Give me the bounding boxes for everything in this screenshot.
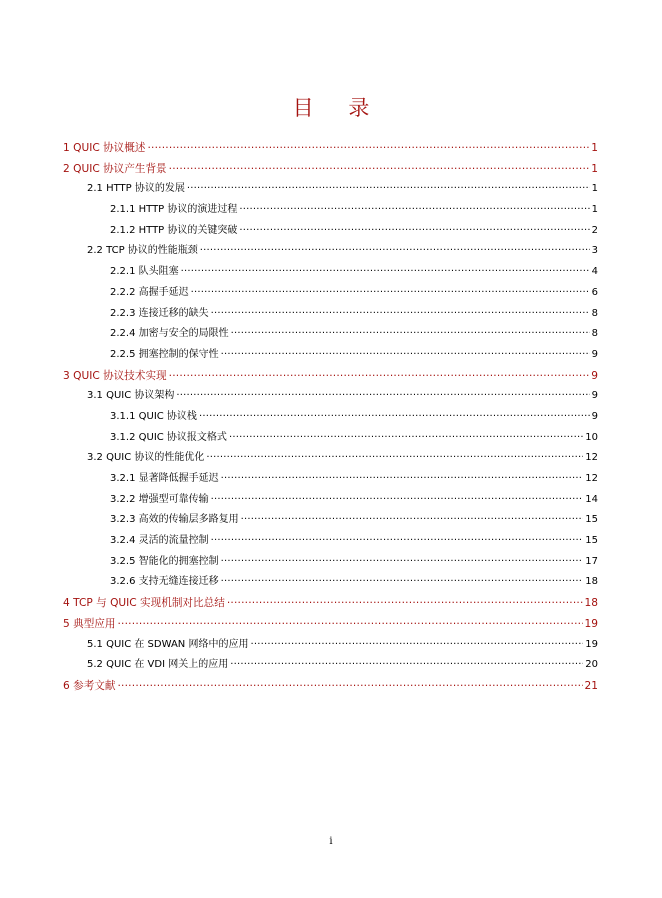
- toc-entry-label: 3.2.4 灵活的流量控制: [110, 535, 209, 547]
- dot-leader: [231, 324, 590, 345]
- toc-entry-label: 5.2 QUIC 在 VDI 网关上的应用: [87, 659, 229, 671]
- toc-entry-page: 18: [584, 597, 598, 610]
- toc-entry-label: 3.2 QUIC 协议的性能优化: [87, 452, 205, 464]
- toc-entry-label: 6 参考文献: [63, 679, 116, 692]
- toc-entry-label: 2.1.2 HTTP 协议的关键突破: [110, 224, 238, 236]
- toc-entry[interactable]: [0, 179, 662, 200]
- dot-leader: [211, 304, 590, 325]
- toc-entry-label: 2.2.5 拥塞控制的保守性: [110, 348, 219, 360]
- toc-entry[interactable]: [0, 510, 662, 531]
- toc-entry[interactable]: [0, 200, 662, 221]
- toc-entry[interactable]: [0, 241, 662, 262]
- toc-entry-page: 20: [585, 659, 598, 671]
- toc-entry-label: 2.2.3 连接迁移的缺失: [110, 307, 209, 319]
- toc-entry-label: 3 QUIC 协议技术实现: [63, 369, 167, 382]
- dot-leader: [241, 510, 584, 531]
- dot-leader: [181, 262, 590, 283]
- table-of-contents: [0, 138, 662, 697]
- toc-entry[interactable]: [0, 552, 662, 573]
- dot-leader: [169, 366, 590, 387]
- dot-leader: [250, 635, 583, 656]
- dot-leader: [169, 159, 590, 180]
- toc-entry-page: 1: [591, 204, 598, 216]
- toc-entry-page: 19: [585, 638, 598, 650]
- toc-entry-page: 4: [591, 266, 598, 278]
- toc-entry[interactable]: [0, 614, 662, 635]
- toc-entry[interactable]: [0, 490, 662, 511]
- toc-entry-label: 5.1 QUIC 在 SDWAN 网络中的应用: [87, 638, 249, 650]
- toc-entry-label: 4 TCP 与 QUIC 实现机制对比总结: [63, 597, 225, 610]
- toc-entry[interactable]: [0, 572, 662, 593]
- toc-entry[interactable]: [0, 366, 662, 387]
- toc-entry-page: 9: [591, 390, 598, 402]
- dot-leader: [191, 283, 590, 304]
- toc-entry[interactable]: [0, 428, 662, 449]
- toc-entry-label: 3.1.1 QUIC 协议栈: [110, 410, 197, 422]
- toc-entry-label: 1 QUIC 协议概述: [63, 142, 146, 154]
- dot-leader: [230, 655, 583, 676]
- toc-entry[interactable]: [0, 469, 662, 490]
- toc-entry[interactable]: [0, 676, 662, 697]
- toc-entry[interactable]: [0, 283, 662, 304]
- dot-leader: [176, 386, 589, 407]
- dot-leader: [117, 676, 582, 697]
- toc-entry-label: 3.2.3 高效的传输层多路复用: [110, 514, 239, 526]
- toc-entry-page: 8: [591, 307, 598, 319]
- toc-entry-page: 9: [591, 369, 598, 382]
- toc-entry-label: 2.2 TCP 协议的性能瓶颈: [87, 245, 198, 257]
- toc-entry-page: 9: [591, 410, 598, 422]
- toc-entry[interactable]: [0, 221, 662, 242]
- toc-entry[interactable]: [0, 448, 662, 469]
- toc-entry-label: 3.2.6 支持无缝连接迁移: [110, 576, 219, 588]
- toc-entry-page: 1: [591, 162, 598, 175]
- toc-entry[interactable]: [0, 159, 662, 180]
- toc-entry[interactable]: [0, 635, 662, 656]
- toc-entry[interactable]: [0, 531, 662, 552]
- toc-entry[interactable]: [0, 324, 662, 345]
- toc-entry-page: 2: [591, 224, 598, 236]
- toc-entry[interactable]: [0, 345, 662, 366]
- toc-entry[interactable]: [0, 386, 662, 407]
- toc-entry-page: 15: [585, 535, 598, 547]
- toc-entry-page: 1: [591, 183, 598, 195]
- toc-entry-label: 3.1 QUIC 协议架构: [87, 390, 175, 402]
- toc-entry-page: 9: [591, 348, 598, 360]
- toc-entry[interactable]: [0, 407, 662, 428]
- toc-entry-page: 18: [585, 576, 598, 588]
- dot-leader: [227, 593, 583, 614]
- dot-leader: [221, 552, 584, 573]
- toc-entry[interactable]: [0, 593, 662, 614]
- toc-entry[interactable]: [0, 138, 662, 159]
- toc-entry[interactable]: [0, 655, 662, 676]
- toc-entry-page: 10: [585, 431, 598, 443]
- toc-title: 目 录: [292, 96, 384, 120]
- dot-leader: [239, 221, 589, 242]
- toc-entry-page: 3: [591, 245, 598, 257]
- dot-leader: [221, 469, 584, 490]
- toc-entry-page: 19: [584, 617, 598, 630]
- toc-entry-page: 6: [591, 286, 598, 298]
- toc-entry-page: 21: [584, 679, 598, 692]
- dot-leader: [200, 241, 590, 262]
- toc-entry-label: 3.1.2 QUIC 协议报文格式: [110, 431, 227, 443]
- toc-entry[interactable]: [0, 262, 662, 283]
- dot-leader: [117, 614, 582, 635]
- dot-leader: [221, 572, 584, 593]
- toc-entry-page: 17: [585, 555, 598, 567]
- dot-leader: [211, 490, 584, 511]
- dot-leader: [147, 138, 589, 159]
- toc-entry-label: 5 典型应用: [63, 617, 116, 630]
- toc-entry-label: 2.1.1 HTTP 协议的演进过程: [110, 204, 238, 216]
- toc-entry-page: 1: [591, 142, 598, 154]
- toc-entry-label: 2.2.4 加密与安全的局限性: [110, 328, 229, 340]
- toc-entry-page: 12: [585, 473, 598, 484]
- dot-leader: [211, 531, 584, 552]
- toc-entry-label: 3.2.1 显著降低握手延迟: [110, 473, 219, 484]
- toc-entry-label: 3.2.5 智能化的拥塞控制: [110, 555, 219, 567]
- dot-leader: [229, 428, 583, 449]
- toc-entry-page: 15: [585, 514, 598, 526]
- toc-entry[interactable]: [0, 304, 662, 325]
- toc-entry-label: 2.1 HTTP 协议的发展: [87, 183, 185, 195]
- dot-leader: [199, 407, 590, 428]
- toc-entry-label: 2.2.2 高握手延迟: [110, 286, 189, 298]
- toc-entry-label: 2 QUIC 协议产生背景: [63, 162, 167, 175]
- toc-entry-page: 8: [591, 328, 598, 340]
- dot-leader: [221, 345, 590, 366]
- dot-leader: [239, 200, 589, 221]
- toc-entry-label: 2.2.1 队头阻塞: [110, 266, 179, 278]
- dot-leader: [187, 179, 590, 200]
- toc-entry-label: 3.2.2 增强型可靠传输: [110, 493, 209, 505]
- page-number-footer: i: [329, 836, 333, 847]
- dot-leader: [206, 448, 583, 469]
- toc-entry-page: 12: [585, 452, 598, 464]
- toc-entry-page: 14: [585, 493, 598, 505]
